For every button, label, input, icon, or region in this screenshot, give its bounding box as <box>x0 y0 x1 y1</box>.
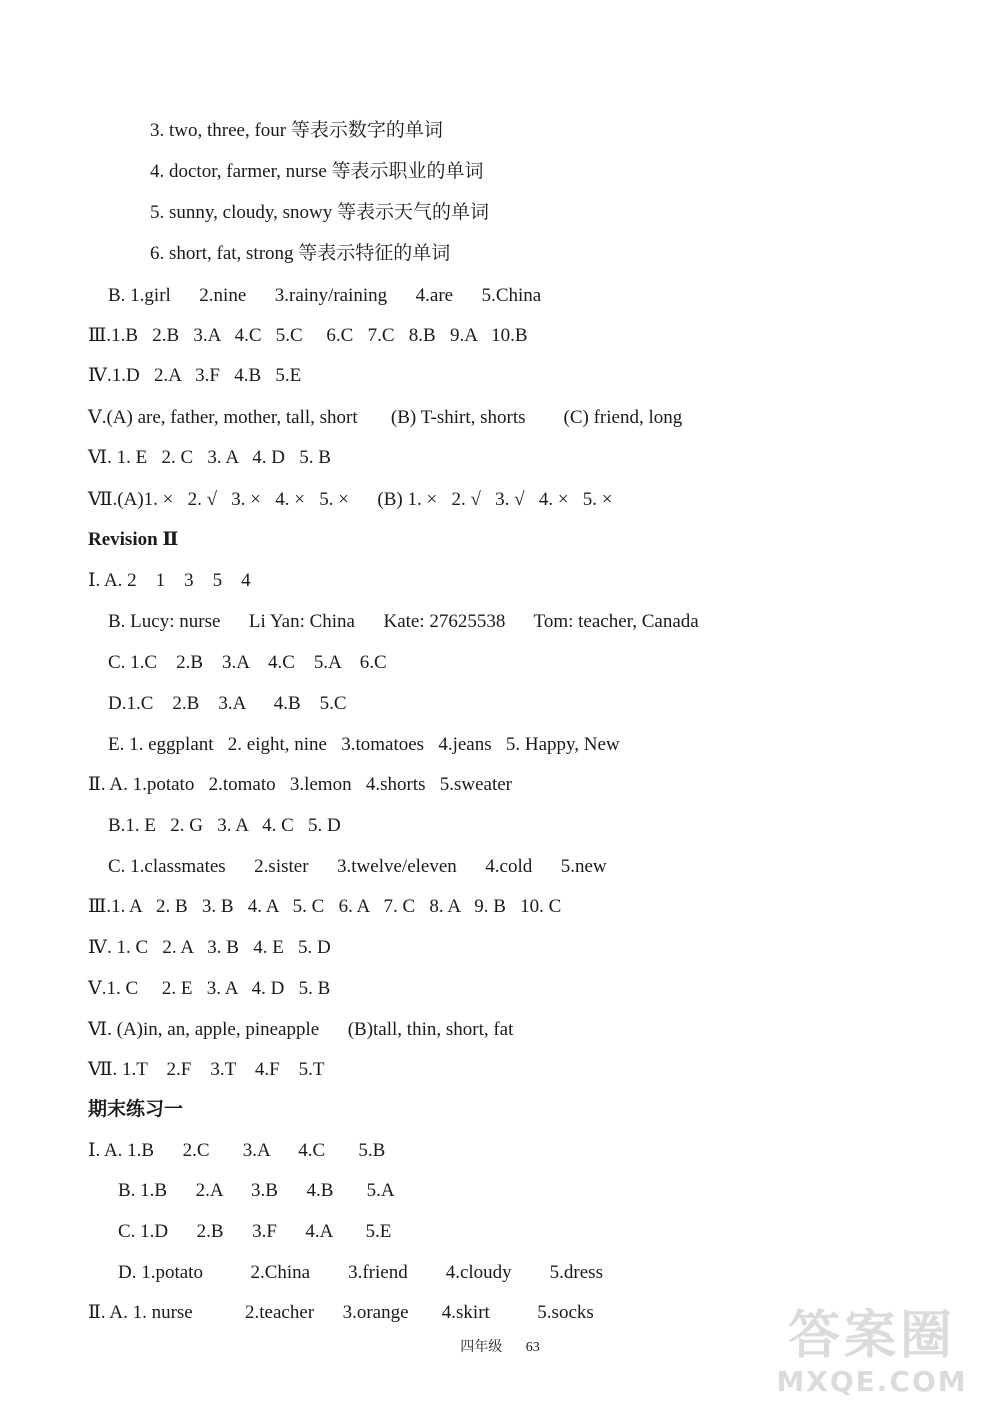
watermark-title: 答案圈 <box>787 1306 956 1366</box>
answer-line: Ⅰ. A. 2 1 3 5 4 <box>88 570 251 591</box>
answer-line: E. 1. eggplant 2. eight, nine 3.tomatoes 4.jeans 5. Happy, New <box>108 734 620 755</box>
answer-line: Ⅱ. A. 1. nurse 2.teacher 3.orange 4.skirt 5.socks <box>88 1302 594 1323</box>
answer-line: Ⅶ.(A)1. × 2. √ 3. × 4. × 5. × (B) 1. × 2. √ 3. √ 4. × 5. × <box>88 489 613 510</box>
answer-line: B.1. E 2. G 3. A 4. C 5. D <box>108 815 341 836</box>
answer-line: Ⅱ. A. 1.potato 2.tomato 3.lemon 4.shorts 5.sweater <box>88 774 513 795</box>
answer-line: Ⅴ.(A) are, father, mother, tall, short (B) T-shirt, shorts (C) friend, long <box>88 407 683 428</box>
answer-line: B. Lucy: nurse Li Yan: China Kate: 27625538 Tom: teacher, Canada <box>108 611 699 632</box>
page-number: 63 <box>525 1340 540 1355</box>
answer-line: D. 1.potato 2.China 3.friend 4.cloudy 5.dress <box>118 1262 603 1283</box>
answer-line: Ⅲ.1.B 2.B 3.A 4.C 5.C 6.C 7.C 8.B 9.A 10.B <box>88 325 528 346</box>
grade-label: 四年级 <box>460 1340 503 1355</box>
answer-line: 5. sunny, cloudy, snowy 等表示天气的单词 <box>150 202 490 223</box>
answer-line: D.1.C 2.B 3.A 4.B 5.C <box>108 693 347 714</box>
answer-line: Ⅳ. 1. C 2. A 3. B 4. E 5. D <box>88 937 331 958</box>
answer-line: Ⅰ. A. 1.B 2.C 3.A 4.C 5.B <box>88 1140 386 1161</box>
answer-line: 3. two, three, four 等表示数字的单词 <box>150 120 443 141</box>
watermark-logo <box>762 1306 982 1406</box>
answer-line: Ⅵ. (A)in, an, apple, pineapple (B)tall, thin, short, fat <box>88 1019 514 1040</box>
answer-line: B. 1.girl 2.nine 3.rainy/raining 4.are 5.China <box>108 285 542 306</box>
answer-line: Ⅳ.1.D 2.A 3.F 4.B 5.E <box>88 365 302 386</box>
answer-line: B. 1.B 2.A 3.B 4.B 5.A <box>118 1180 395 1201</box>
section-heading: Revision Ⅱ <box>88 529 179 550</box>
watermark-url: MXQE.COM <box>776 1365 968 1398</box>
section-heading: 期末练习一 <box>88 1099 184 1120</box>
answer-line: Ⅵ. 1. E 2. C 3. A 4. D 5. B <box>88 447 331 468</box>
answer-line: C. 1.C 2.B 3.A 4.C 5.A 6.C <box>108 652 387 673</box>
answer-line: Ⅴ.1. C 2. E 3. A 4. D 5. B <box>88 978 331 999</box>
answer-line: Ⅶ. 1.T 2.F 3.T 4.F 5.T <box>88 1059 325 1080</box>
answer-line: 4. doctor, farmer, nurse 等表示职业的单词 <box>150 161 484 182</box>
answer-line: 6. short, fat, strong 等表示特征的单词 <box>150 243 451 264</box>
answer-line: Ⅲ.1. A 2. B 3. B 4. A 5. C 6. A 7. C 8. A 9. B 10. C <box>88 896 562 917</box>
answer-line: C. 1.D 2.B 3.F 4.A 5.E <box>118 1221 392 1242</box>
answer-line: C. 1.classmates 2.sister 3.twelve/eleven 4.cold 5.new <box>108 856 607 877</box>
